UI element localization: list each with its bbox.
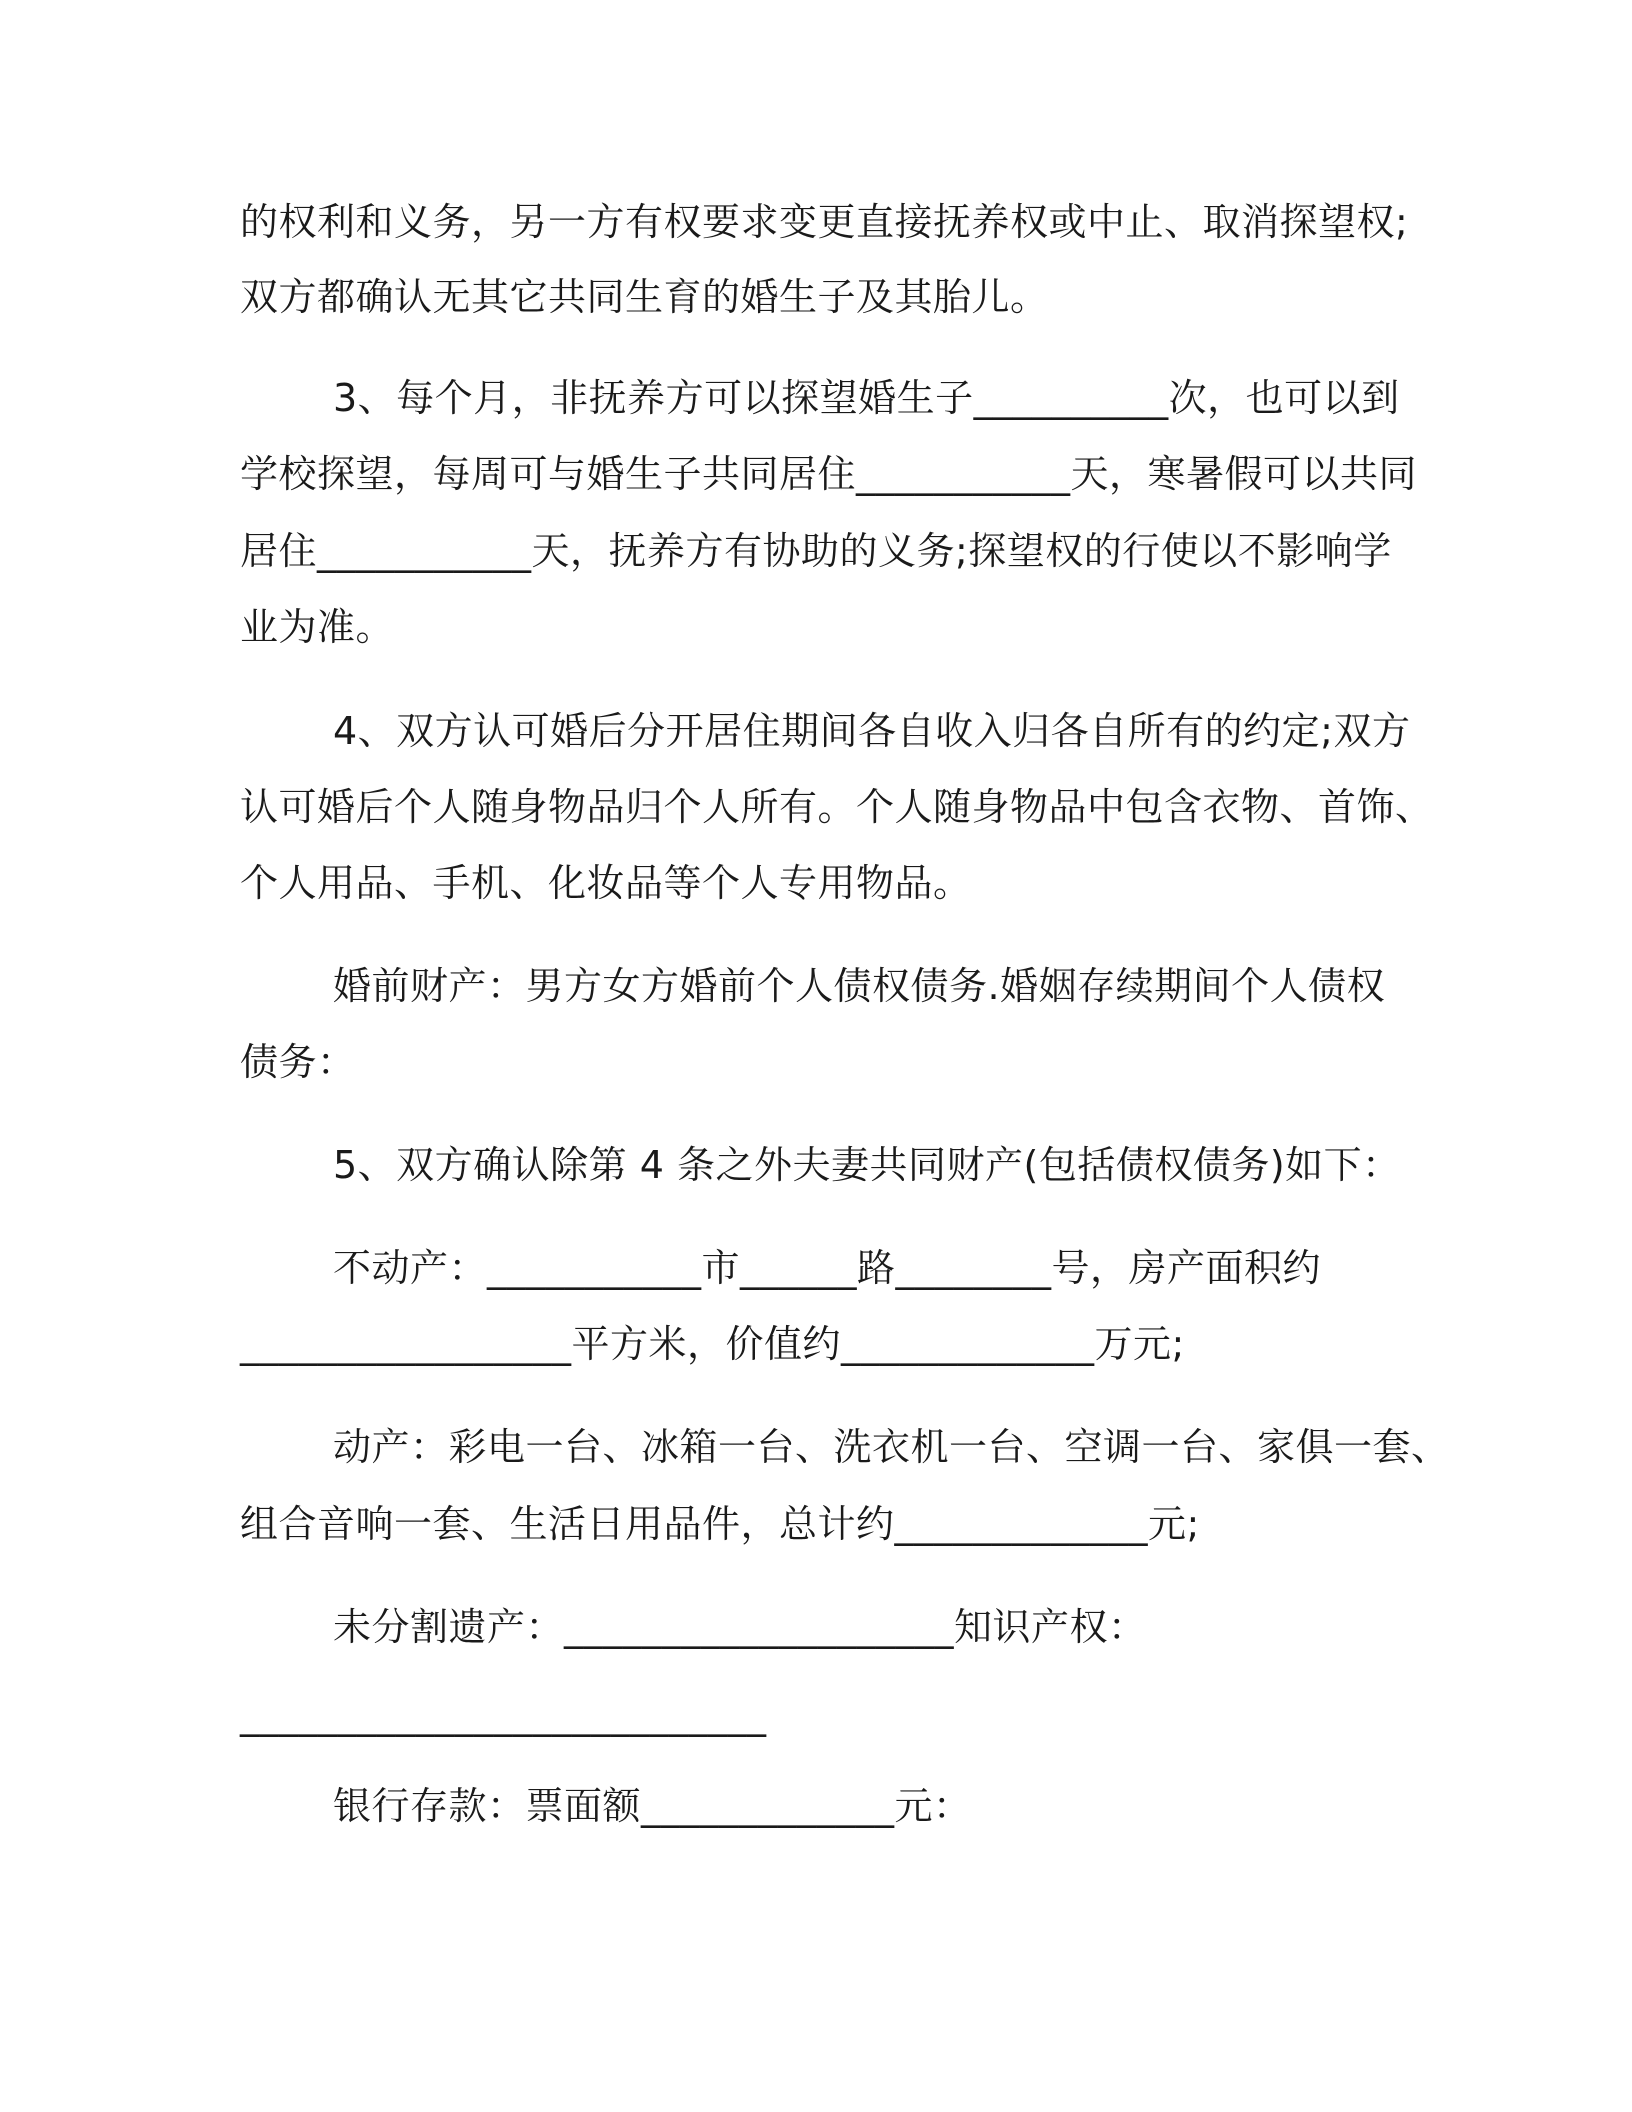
real-estate-line: 不动产：___________市______路________号，房产面积约 xyxy=(333,1246,1322,1290)
real-estate-line: _________________平方米，价值约_____________万元; xyxy=(240,1322,1185,1366)
clause-5-line: 5、双方确认除第 4 条之外夫妻共同财产(包括债权债务)如下： xyxy=(333,1143,1401,1187)
clause-4-line: 认可婚后个人随身物品归个人所有。个人随身物品中包含衣物、首饰、 xyxy=(240,785,1434,829)
movable-property-line: 动产：彩电一台、冰箱一台、洗衣机一台、空调一台、家俱一套、 xyxy=(333,1425,1450,1469)
premarital-property-line: 债务： xyxy=(240,1040,356,1084)
intellectual-property-blank: ___________________________ xyxy=(240,1693,767,1737)
clause-3-line: 业为准。 xyxy=(240,605,395,649)
paragraph-line: 双方都确认无其它共同生育的婚生子及其胎儿。 xyxy=(240,275,1049,319)
clause-4-line: 个人用品、手机、化妆品等个人专用物品。 xyxy=(240,861,972,905)
bank-deposit-line: 银行存款：票面额_____________元： xyxy=(333,1784,972,1828)
inheritance-line: 未分割遗产：____________________知识产权： xyxy=(333,1605,1147,1649)
clause-3-line: 3、每个月，非抚养方可以探望婚生子__________次，也可以到 xyxy=(333,376,1400,420)
premarital-property-line: 婚前财产：男方女方婚前个人债权债务.婚姻存续期间个人债权 xyxy=(333,964,1386,1008)
movable-property-line: 组合音响一套、生活日用品件，总计约_____________元; xyxy=(240,1502,1200,1546)
clause-3-line: 学校探望，每周可与婚生子共同居住___________天，寒暑假可以共同 xyxy=(240,452,1418,496)
paragraph-line: 的权利和义务，另一方有权要求变更直接抚养权或中止、取消探望权; xyxy=(240,200,1409,244)
clause-3-line: 居住___________天，抚养方有协助的义务;探望权的行使以不影响学 xyxy=(240,529,1392,573)
clause-4-line: 4、双方认可婚后分开居住期间各自收入归各自所有的约定;双方 xyxy=(333,709,1411,753)
